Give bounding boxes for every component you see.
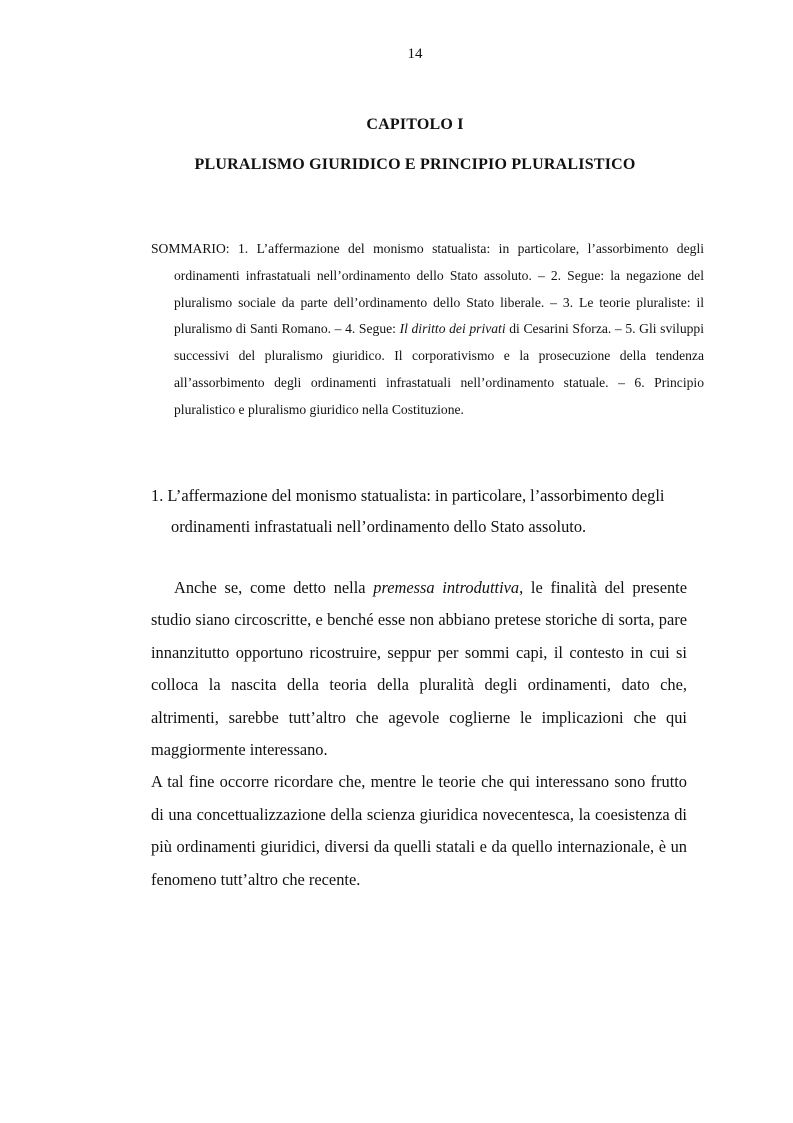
summary-italic-title: Il diritto dei privati: [399, 321, 506, 337]
body-text: [151, 572, 687, 896]
body-paragraph-2: A tal fine occorre ricordare che, mentre le teorie che qui interessano sono frutto di una concettualizzazione della scienza giuridica novecentesca, la coesistenza di più ordinamenti giuridici, diversi da quelli statali e da quello internazionale, è un fenomeno tutt’altro che recente.: [151, 772, 687, 889]
summary-text-part2: di Cesarini Sforza. – 5. Gli sviluppi successivi del pluralismo giuridico. Il corporativismo e la prosecuzione della tendenza all’assorbimento degli ordinamenti infrastatuali nell’ordinamento statuale. – 6. Principio pluralistico e pluralismo giuridico nella Costituzione.: [174, 321, 704, 417]
paragraph-1-text-a: Anche se, come detto nella: [174, 578, 374, 597]
body-paragraph-1: [151, 572, 687, 766]
section-heading: 1. L’affermazione del monismo statualista: in particolare, l’assorbimento degli ordinamenti infrastatuali nell’ordinamento dello Stato assoluto.: [151, 486, 665, 536]
chapter-summary: [151, 236, 704, 424]
paragraph-1-text-b: , le finalità del presente studio siano circoscritte, e benché esse non abbiano pretese storiche di sorta, pare innanzitutto opportuno ricostruire, seppur per sommi capi, il contesto in cui si colloca la nascita della teoria della pluralità degli ordinamenti, dato che, altrimenti, sarebbe tutt’altro che agevole coglierne le implicazioni che qui maggiormente interessano.: [151, 578, 687, 760]
summary-text-part1: SOMMARIO: 1. L’affermazione del monismo statualista: in particolare, l’assorbimento degli ordinamenti infrastatuali nell’ordinamento dello Stato assoluto. – 2. Segue: la negazione del pluralismo sociale da parte dell’ordinamento dello Stato liberale. – 3. Le teorie pluraliste: il pluralismo di Santi Romano. – 4. Segue:: [151, 241, 704, 337]
paragraph-1-italic: premessa introduttiva: [373, 578, 520, 597]
chapter-label: CAPITOLO I: [366, 116, 464, 133]
page-number: 14: [407, 46, 423, 62]
chapter-title: PLURALISMO GIURIDICO E PRINCIPIO PLURALISTICO: [194, 156, 636, 173]
